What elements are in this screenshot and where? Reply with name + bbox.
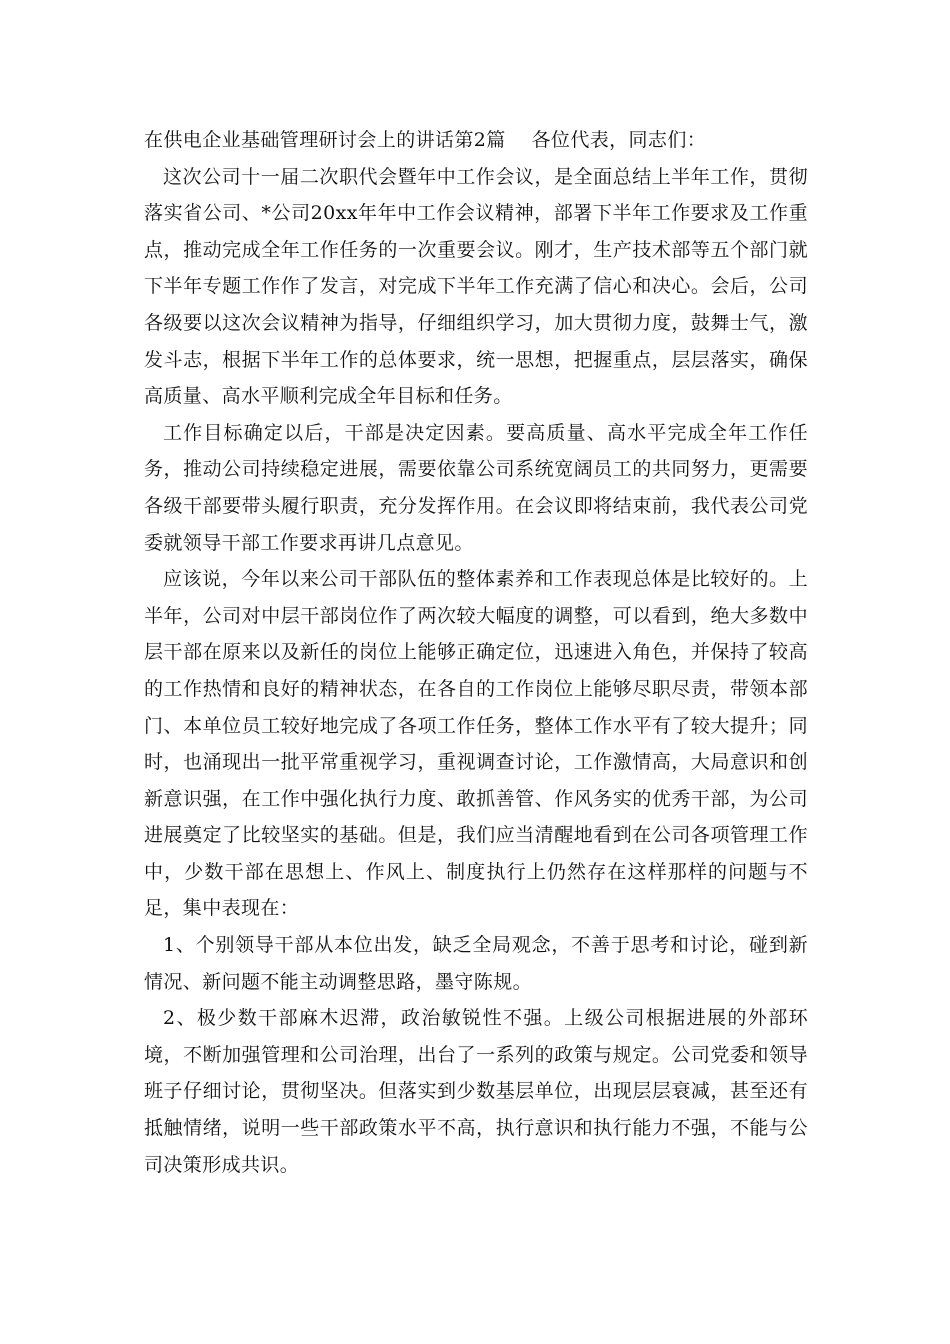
document-page <box>144 122 808 1183</box>
paragraph-issue-2: 2、极少数干部麻木迟滞，政治敏锐性不强。上级公司根据进展的外部环境，不断加强管理和公司治理，出台了一系列的政策与规定。公司党委和领导班子仔细讨论，贯彻坚决。但落实到少数基层单位，出现层层衰减，甚至还有抵触情绪，说明一些干部政策水平不高，执行意识和执行能力不强，不能与公司决策形成共识。 <box>144 1007 808 1176</box>
paragraph-issue-1: 1、个别领导干部从本位出发，缺乏全局观念，不善于思考和讨论，碰到新情况、新问题不能主动调整思路，墨守陈规。 <box>144 934 808 993</box>
paragraph-meeting-overview: 这次公司十一届二次职代会暨年中工作会议，是全面总结上半年工作，贯彻落实省公司、*公司20xx年年中工作会议精神，部署下半年工作要求及工作重点，推动完成全年工作任务的一次重要会议。刚才，生产技术部等五个部门就下半年专题工作作了发言，对完成下半年工作充满了信心和决心。会后，公司各级要以这次会议精神为指导，仔细组织学习，加大贯彻力度，鼓舞士气，激发斗志，根据下半年工作的总体要求，统一思想，把握重点，层层落实，确保高质量、高水平顺利完成全年目标和任务。 <box>144 165 808 408</box>
paragraph-cadre-evaluation: 应该说，今年以来公司干部队伍的整体素养和工作表现总体是比较好的。上半年，公司对中层干部岗位作了两次较大幅度的调整，可以看到，绝大多数中层干部在原来以及新任的岗位上能够正确定位，迅速进入角色，并保持了较高的工作热情和良好的精神状态，在各自的工作岗位上能够尽职尽责，带领本部门、本单位员工较好地完成了各项工作任务，整体工作水平有了较大提升；同时，也涌现出一批平常重视学习，重视调查讨论，工作激情高，大局意识和创新意识强，在工作中强化执行力度、敢抓善管、作风务实的优秀干部，为公司进展奠定了比较坚实的基础。但是，我们应当清醒地看到在公司各项管理工作中，少数干部在思想上、作风上、制度执行上仍然存在这样那样的问题与不足，集中表现在： <box>144 568 808 920</box>
paragraph-cadre-role: 工作目标确定以后，干部是决定因素。要高质量、高水平完成全年工作任务，推动公司持续稳定进展，需要依靠公司系统宽阔员工的共同努力，更需要各级干部要带头履行职责，充分发挥作用。在会议即将结束前，我代表公司党委就领导干部工作要求再讲几点意见。 <box>144 421 808 554</box>
document-title-line: 在供电企业基础管理研讨会上的讲话第2篇 各位代表，同志们： <box>144 129 707 151</box>
